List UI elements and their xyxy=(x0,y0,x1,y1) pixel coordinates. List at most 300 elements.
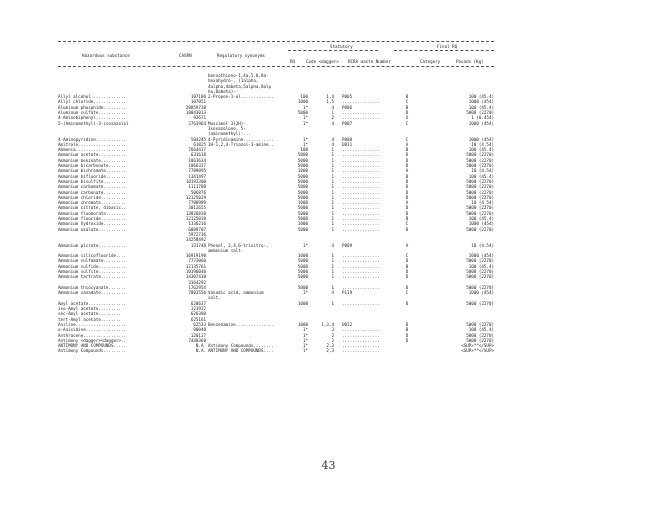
rcra-cell: U012 xyxy=(342,321,353,327)
rcra-cell: ............... xyxy=(342,258,380,264)
col-header-category: Category xyxy=(420,59,441,64)
substance-cell: Ammonium bicarbonate....... xyxy=(58,163,127,169)
synonym-cell: hexahydro-, (1alpha, xyxy=(208,78,259,84)
rq-cell: 100 xyxy=(300,147,308,153)
substance-cell: Ammonium carbonate......... xyxy=(58,189,127,195)
category-cell: B xyxy=(405,94,409,100)
pounds-cell: <SUP>**</SUP> xyxy=(461,343,494,349)
pounds-cell: 1000 (454) xyxy=(468,136,494,142)
casrn-cell: 3164292 xyxy=(188,279,206,285)
casrn-cell: 10192300 xyxy=(185,178,206,184)
substance-cell: 4-Aminopyridine............ xyxy=(58,136,127,142)
pounds-cell: <SUP>**</SUP> xyxy=(461,348,494,354)
substance-cell: Ammonium hydroxide......... xyxy=(58,221,127,227)
substance-cell: iso-Amyl acetate......... xyxy=(58,306,122,312)
rcra-cell: ............... xyxy=(342,332,380,338)
category-cell: C xyxy=(405,136,409,142)
pounds-cell: 5000 (2270) xyxy=(466,194,494,200)
rq-cell: 5000 xyxy=(297,226,308,232)
rq-cell: 5000 xyxy=(297,205,308,211)
rcra-cell: ............... xyxy=(342,157,380,163)
code-cell: 1 xyxy=(331,189,334,195)
casrn-cell: 631618 xyxy=(190,152,206,158)
pounds-cell: 5000 (2270) xyxy=(466,321,494,327)
code-cell: 1 xyxy=(331,147,334,153)
casrn-cell: 626380 xyxy=(190,311,206,317)
rcra-cell: ............... xyxy=(342,147,380,153)
rcra-cell: ............... xyxy=(342,189,380,195)
final-rq-rule xyxy=(394,50,494,51)
casrn-cell: 14258492 xyxy=(185,237,206,243)
code-cell: 2 xyxy=(331,337,334,343)
code-cell: 1 xyxy=(331,205,334,211)
code-cell: 1 xyxy=(331,178,334,184)
casrn-cell: 92671 xyxy=(193,115,206,121)
synonym-cell: (aminomethyl)-... xyxy=(208,131,251,137)
category-cell: D xyxy=(405,332,409,338)
category-cell: B xyxy=(405,216,409,222)
casrn-cell: 16919190 xyxy=(185,253,206,259)
code-cell: 1,3,4 xyxy=(321,321,334,327)
substance-cell: Ammonium bifluoride........ xyxy=(58,173,127,179)
pounds-cell: 5000 (2270) xyxy=(466,226,494,232)
synonym-cell: Muscimol 3(2H)- xyxy=(208,120,246,126)
substance-cell: Allyl chloride............. xyxy=(58,99,127,105)
rcra-cell: ............... xyxy=(342,348,380,354)
pounds-cell: 100 (45.4) xyxy=(468,94,494,100)
rcra-cell: P005 xyxy=(342,94,353,100)
rq-cell: 5000 xyxy=(297,184,308,190)
substance-cell: Ammonium chloride.......... xyxy=(58,194,127,200)
pounds-cell: 10 (4.54) xyxy=(471,141,494,147)
pounds-cell: 5000 (2270) xyxy=(466,110,494,116)
statutory-rule xyxy=(288,50,378,51)
code-cell: 1 xyxy=(331,157,334,163)
rcra-cell: ............... xyxy=(342,300,380,306)
rq-cell: 5000 xyxy=(297,178,308,184)
pounds-cell: 5000 (2270) xyxy=(466,258,494,264)
code-cell: 1 xyxy=(331,226,334,232)
substance-cell: Ammonium chromate.......... xyxy=(58,200,127,206)
rcra-cell: ............... xyxy=(342,327,380,333)
category-cell: D xyxy=(405,274,409,280)
rcra-cell: ............... xyxy=(342,178,380,184)
category-cell: B xyxy=(405,327,409,333)
rcra-cell: ............... xyxy=(342,343,380,349)
rq-cell: 1* xyxy=(302,136,308,142)
category-cell: D xyxy=(405,284,409,290)
rq-cell: 5000 xyxy=(297,216,308,222)
category-cell: X xyxy=(405,115,409,121)
rq-cell: 1000 xyxy=(297,321,308,327)
rcra-cell: ............... xyxy=(342,226,380,232)
casrn-cell: 20859738 xyxy=(185,104,206,110)
pounds-cell: 1000 (454) xyxy=(468,253,494,259)
synonym-cell: 2-Propen-1-ol............. xyxy=(208,94,274,100)
pounds-cell: 1000 (454) xyxy=(468,290,494,296)
category-cell: B xyxy=(405,147,409,153)
rq-cell: 5000 xyxy=(297,110,308,116)
casrn-cell: 131748 xyxy=(190,242,206,248)
substance-cell: 4-Aminobiphenyl............ xyxy=(58,115,127,121)
pounds-cell: 1 (0.454) xyxy=(471,115,494,121)
pounds-cell: 100 (45.4) xyxy=(468,327,494,333)
synonym-cell: benzothieno-1,4a,5,8,8a- xyxy=(208,73,269,78)
casrn-cell: 2763964 xyxy=(188,120,206,126)
rcra-cell: ............... xyxy=(342,274,380,280)
col-header-rq: RQ xyxy=(290,59,296,64)
pounds-cell: 5000 (2270) xyxy=(466,337,494,343)
casrn-cell: 12125029 xyxy=(185,194,206,200)
pounds-cell: 1000 (454) xyxy=(468,99,494,105)
pounds-cell: 100 (45.4) xyxy=(468,147,494,153)
substance-cell: Ammonium tartrate.......... xyxy=(58,274,127,280)
category-cell: B xyxy=(405,173,409,179)
code-cell: 1,4 xyxy=(326,94,334,100)
rq-cell: 5000 xyxy=(297,263,308,269)
casrn-cell: 506876 xyxy=(190,189,206,195)
code-cell: 1 xyxy=(331,284,334,290)
casrn-cell: 625161 xyxy=(190,316,206,322)
casrn-cell: 14307438 xyxy=(185,274,206,280)
casrn-cell: 7440360 xyxy=(188,337,206,343)
rcra-cell: ............... xyxy=(342,210,380,216)
col-header-synonyms: Regulatory synonyms xyxy=(217,53,265,58)
category-cell: A xyxy=(405,242,409,248)
code-cell: 3 xyxy=(331,327,334,333)
category-cell: D xyxy=(405,258,409,264)
casrn-cell: 1863634 xyxy=(188,157,206,163)
pounds-cell: 5000 (2270) xyxy=(466,274,494,280)
category-cell: A xyxy=(405,200,409,206)
casrn-cell: 1111780 xyxy=(188,184,206,190)
category-cell: C xyxy=(405,99,409,105)
pounds-cell: 10 (4.54) xyxy=(471,200,494,206)
rq-cell: 5000 xyxy=(297,173,308,179)
rcra-cell: ............... xyxy=(342,284,380,290)
statutory-header: Statutory xyxy=(330,44,353,49)
casrn-cell: 10043013 xyxy=(185,110,206,116)
rq-cell: 5000 xyxy=(297,258,308,264)
code-cell: 1 xyxy=(331,173,334,179)
substance-cell: Ammonium bichromate........ xyxy=(58,168,127,174)
synonym-cell: 1H-1,2,4-Triazol-3-amine.. xyxy=(208,141,274,147)
code-cell: 2,3 xyxy=(326,348,334,354)
category-cell: D xyxy=(405,205,409,211)
substance-table xyxy=(58,73,494,354)
code-cell: 1 xyxy=(331,216,334,222)
rq-cell: 5000 xyxy=(297,163,308,169)
code-cell: 1 xyxy=(331,300,334,306)
rq-cell: 5000 xyxy=(297,194,308,200)
rcra-cell: ............... xyxy=(342,337,380,343)
substance-cell: Ammonium thiocyanate....... xyxy=(58,284,127,290)
category-cell: C xyxy=(405,120,409,126)
rq-cell: 1000 xyxy=(297,99,308,105)
pounds-cell: 1000 (454) xyxy=(468,221,494,227)
synonym-cell: ammonium salt. xyxy=(208,247,244,253)
rcra-cell: ............... xyxy=(342,184,380,190)
substance-cell: Ammonium silicofluoride.... xyxy=(58,253,127,259)
rcra-cell: ............... xyxy=(342,263,380,269)
casrn-cell: 12125018 xyxy=(185,216,206,222)
code-cell: 4 xyxy=(331,136,334,142)
rcra-cell: ............... xyxy=(342,173,380,179)
casrn-cell: 504245 xyxy=(190,136,206,142)
substance-cell: Aluminum phosphide......... xyxy=(58,104,127,110)
synonym-cell: Isoxazolone, 5- xyxy=(208,125,246,131)
substance-cell: Ammonium sulfide........... xyxy=(58,263,127,269)
category-cell: B xyxy=(405,263,409,269)
casrn-cell: 120127 xyxy=(190,332,206,338)
pounds-cell: 5000 (2270) xyxy=(466,189,494,195)
substance-cell: Ammonium bisulfite......... xyxy=(58,178,127,184)
pounds-cell: 100 (45.4) xyxy=(468,263,494,269)
rcra-cell: ............... xyxy=(342,99,380,105)
pounds-cell: 10 (4.54) xyxy=(471,242,494,248)
rq-cell: 5000 xyxy=(297,157,308,163)
rq-cell: 5000 xyxy=(297,268,308,274)
substance-cell: Antimony <dagger><dagger>.. xyxy=(58,337,127,343)
synonym-cell: Vanadic acid, ammonium xyxy=(208,290,264,296)
category-cell: D xyxy=(405,163,409,169)
casrn-cell: 62533 xyxy=(193,321,206,327)
casrn-cell: 12135761 xyxy=(185,263,206,269)
rcra-cell: ............... xyxy=(342,268,380,274)
col-header-substance: Hazardous substance xyxy=(82,53,130,58)
substance-cell: Antimony Compounds......... xyxy=(58,348,127,354)
substance-cell: Aluminum sulfate........... xyxy=(58,110,127,116)
pounds-cell: 100 (45.4) xyxy=(468,216,494,222)
casrn-cell: 107051 xyxy=(190,99,206,105)
casrn-cell: 1066337 xyxy=(188,163,206,169)
code-cell: 1 xyxy=(331,258,334,264)
rq-cell: 5000 xyxy=(297,210,308,216)
rq-cell: 1* xyxy=(302,337,308,343)
substance-cell: 5-(Aminomethyl)-3-isoxazolol xyxy=(58,120,129,126)
category-cell: D xyxy=(405,189,409,195)
rcra-cell: P006 xyxy=(342,104,353,110)
code-cell: 2,3 xyxy=(326,343,334,349)
substance-cell: Ammonium fluoride.......... xyxy=(58,216,127,222)
synonym-cell: ha,8abeta)-- xyxy=(208,88,239,94)
category-cell: D xyxy=(405,210,409,216)
code-cell: 1 xyxy=(331,253,334,259)
rcra-cell: ............... xyxy=(342,194,380,200)
rq-cell: 5000 xyxy=(297,152,308,158)
code-cell: 1 xyxy=(331,263,334,269)
category-cell: A xyxy=(405,141,409,147)
category-cell: D xyxy=(405,337,409,343)
casrn-cell: 90040 xyxy=(193,327,206,333)
substance-cell: Ammonia.................... xyxy=(58,147,127,153)
rcra-cell: P008 xyxy=(342,136,353,142)
rcra-cell: ............... xyxy=(342,168,380,174)
casrn-cell: 1762954 xyxy=(188,284,206,290)
rcra-cell: ............... xyxy=(342,152,380,158)
category-cell: B xyxy=(405,104,409,110)
header-rule xyxy=(58,66,494,67)
rq-cell: 1000 xyxy=(297,168,308,174)
casrn-cell: 628637 xyxy=(190,300,206,306)
synonym-cell: 4-Pyridinamine............ xyxy=(208,136,274,142)
synonym-cell: salt. xyxy=(208,295,221,301)
rq-cell: 1* xyxy=(302,120,308,126)
rcra-cell: ............... xyxy=(342,163,380,169)
casrn-cell: N.A. xyxy=(195,343,206,349)
rcra-cell: ............... xyxy=(342,221,380,227)
casrn-cell: 61825 xyxy=(193,141,206,147)
substance-cell: Ammonium picrate........... xyxy=(58,242,127,248)
casrn-cell: 123922 xyxy=(190,306,206,312)
rq-cell: 1000 xyxy=(297,253,308,259)
substance-cell: Ammonium oxalate........... xyxy=(58,226,127,232)
pounds-cell: 5000 (2270) xyxy=(466,284,494,290)
rq-cell: 100 xyxy=(300,94,308,100)
pounds-cell: 5000 (2270) xyxy=(466,157,494,163)
substance-cell: Allyl alcohol.............. xyxy=(58,94,127,100)
top-rule xyxy=(58,41,494,42)
code-cell: 1 xyxy=(331,194,334,200)
rcra-cell: ............... xyxy=(342,253,380,259)
category-cell: D xyxy=(405,226,409,232)
substance-cell: sec-Amyl acetate......... xyxy=(58,311,122,317)
substance-cell: Amyl acetate............... xyxy=(58,300,127,306)
category-cell: C xyxy=(405,221,409,227)
category-cell: A xyxy=(405,168,409,174)
substance-cell: Ammonium fluoborate........ xyxy=(58,210,127,216)
casrn-cell: 10196040 xyxy=(185,268,206,274)
casrn-cell: 107186 xyxy=(190,94,206,100)
category-cell: D xyxy=(405,194,409,200)
col-header-code: Code <dagger> xyxy=(306,59,339,64)
code-cell: 1 xyxy=(331,221,334,227)
rq-cell: 1* xyxy=(302,115,308,121)
code-cell: 2 xyxy=(331,332,334,338)
synonym-cell: ANTIMONY AND COMPOUNDS.... xyxy=(208,348,274,354)
rq-cell: 1000 xyxy=(297,200,308,206)
rq-cell: 1000 xyxy=(297,300,308,306)
rcra-cell: P119 xyxy=(342,290,353,296)
rq-cell: 1* xyxy=(302,290,308,296)
synonym-cell: Benzenamine............... xyxy=(208,321,274,327)
category-cell: D xyxy=(405,110,409,116)
rq-cell: 1* xyxy=(302,348,308,354)
rcra-cell: ............... xyxy=(342,110,380,116)
substance-cell: Ammonium acetate........... xyxy=(58,152,127,158)
code-cell: 4 xyxy=(331,141,334,147)
rcra-cell: P009 xyxy=(342,242,353,248)
casrn-cell: 3012655 xyxy=(188,205,206,211)
pounds-cell: 5000 (2270) xyxy=(466,152,494,158)
casrn-cell: 7803556 xyxy=(188,290,206,296)
casrn-cell: 5972736 xyxy=(188,231,206,237)
rq-cell: 1* xyxy=(302,104,308,110)
col-header-rcra: RCRA waste Number xyxy=(348,59,391,64)
pounds-cell: 5000 (2270) xyxy=(466,184,494,190)
code-cell: 1 xyxy=(331,163,334,169)
rq-cell: 1* xyxy=(302,327,308,333)
casrn-cell: 1341497 xyxy=(188,173,206,179)
synonym-cell: 4alpha,4abeta,5alpha,8alp xyxy=(208,83,272,89)
substance-cell: Ammonium carbamate......... xyxy=(58,184,127,190)
code-cell: 1 xyxy=(331,200,334,206)
casrn-cell: 1336216 xyxy=(188,221,206,227)
rcra-cell: ............... xyxy=(342,115,380,121)
casrn-cell: 6009707 xyxy=(188,226,206,232)
pounds-cell: 100 (45.4) xyxy=(468,173,494,179)
substance-cell: Aniline.................... xyxy=(58,321,127,327)
substance-cell: Ammonium benzoate.......... xyxy=(58,157,127,163)
code-cell: 2 xyxy=(331,115,334,121)
synonym-cell: Phenol, 2,4,6-trinitro-, xyxy=(208,242,269,248)
rq-cell: 1* xyxy=(302,141,308,147)
substance-cell: Anthracene................. xyxy=(58,332,127,338)
casrn-cell: 7789095 xyxy=(188,168,206,174)
col-header-pounds: Pounds (Kg) xyxy=(456,59,484,64)
pounds-cell: 5000 (2270) xyxy=(466,205,494,211)
final-rq-header: Final RQ xyxy=(437,44,458,49)
code-cell: 1 xyxy=(331,268,334,274)
rcra-cell: ............... xyxy=(342,200,380,206)
rq-cell: 5000 xyxy=(297,274,308,280)
substance-cell: tert-Amyl acetate........ xyxy=(58,316,122,322)
casrn-cell: 13826830 xyxy=(185,210,206,216)
substance-cell: ANTIMONY AND COMPOUNDS..... xyxy=(58,343,127,349)
pounds-cell: 1000 (454) xyxy=(468,120,494,126)
code-cell: 1 xyxy=(331,184,334,190)
category-cell: D xyxy=(405,268,409,274)
code-cell: 1 xyxy=(331,274,334,280)
pounds-cell: 10 (4.54) xyxy=(471,168,494,174)
code-cell: 1 xyxy=(331,210,334,216)
rq-cell: 5000 xyxy=(297,284,308,290)
substance-cell: Amitrole................... xyxy=(58,141,127,147)
category-cell: D xyxy=(405,157,409,163)
rcra-cell: P007 xyxy=(342,120,353,126)
category-cell: D xyxy=(405,300,409,306)
col-header-casrn: CASRN xyxy=(179,53,192,58)
pounds-cell: 5000 (2270) xyxy=(466,178,494,184)
rcra-cell: ............... xyxy=(342,216,380,222)
pounds-cell: 5000 (2270) xyxy=(466,268,494,274)
rq-cell: 1* xyxy=(302,343,308,349)
pounds-cell: 100 (45.4) xyxy=(468,104,494,110)
casrn-cell: 7788989 xyxy=(188,200,206,206)
synonym-cell: Antimony Compounds........ xyxy=(208,343,274,349)
pounds-cell: 5000 (2270) xyxy=(466,210,494,216)
rcra-cell: ............... xyxy=(342,205,380,211)
code-cell: 1 xyxy=(331,110,334,116)
rq-cell: 1000 xyxy=(297,221,308,227)
casrn-cell: N.A. xyxy=(195,348,206,354)
casrn-cell: 7664417 xyxy=(188,147,206,153)
code-cell: 4 xyxy=(331,290,334,296)
code-cell: 4 xyxy=(331,242,334,248)
category-cell: C xyxy=(405,253,409,259)
rq-cell: 1* xyxy=(302,242,308,248)
table-row xyxy=(58,348,494,353)
category-cell: D xyxy=(405,184,409,190)
rcra-cell: U011 xyxy=(342,141,353,147)
code-cell: 1,5 xyxy=(326,99,334,105)
substance-cell: Ammonium sulfamate......... xyxy=(58,258,127,264)
page-number: 43 xyxy=(321,459,336,472)
code-cell: 4 xyxy=(331,104,334,110)
pounds-cell: 5000 (2270) xyxy=(466,300,494,306)
category-cell: D xyxy=(405,178,409,184)
pounds-cell: 5000 (2270) xyxy=(466,332,494,338)
